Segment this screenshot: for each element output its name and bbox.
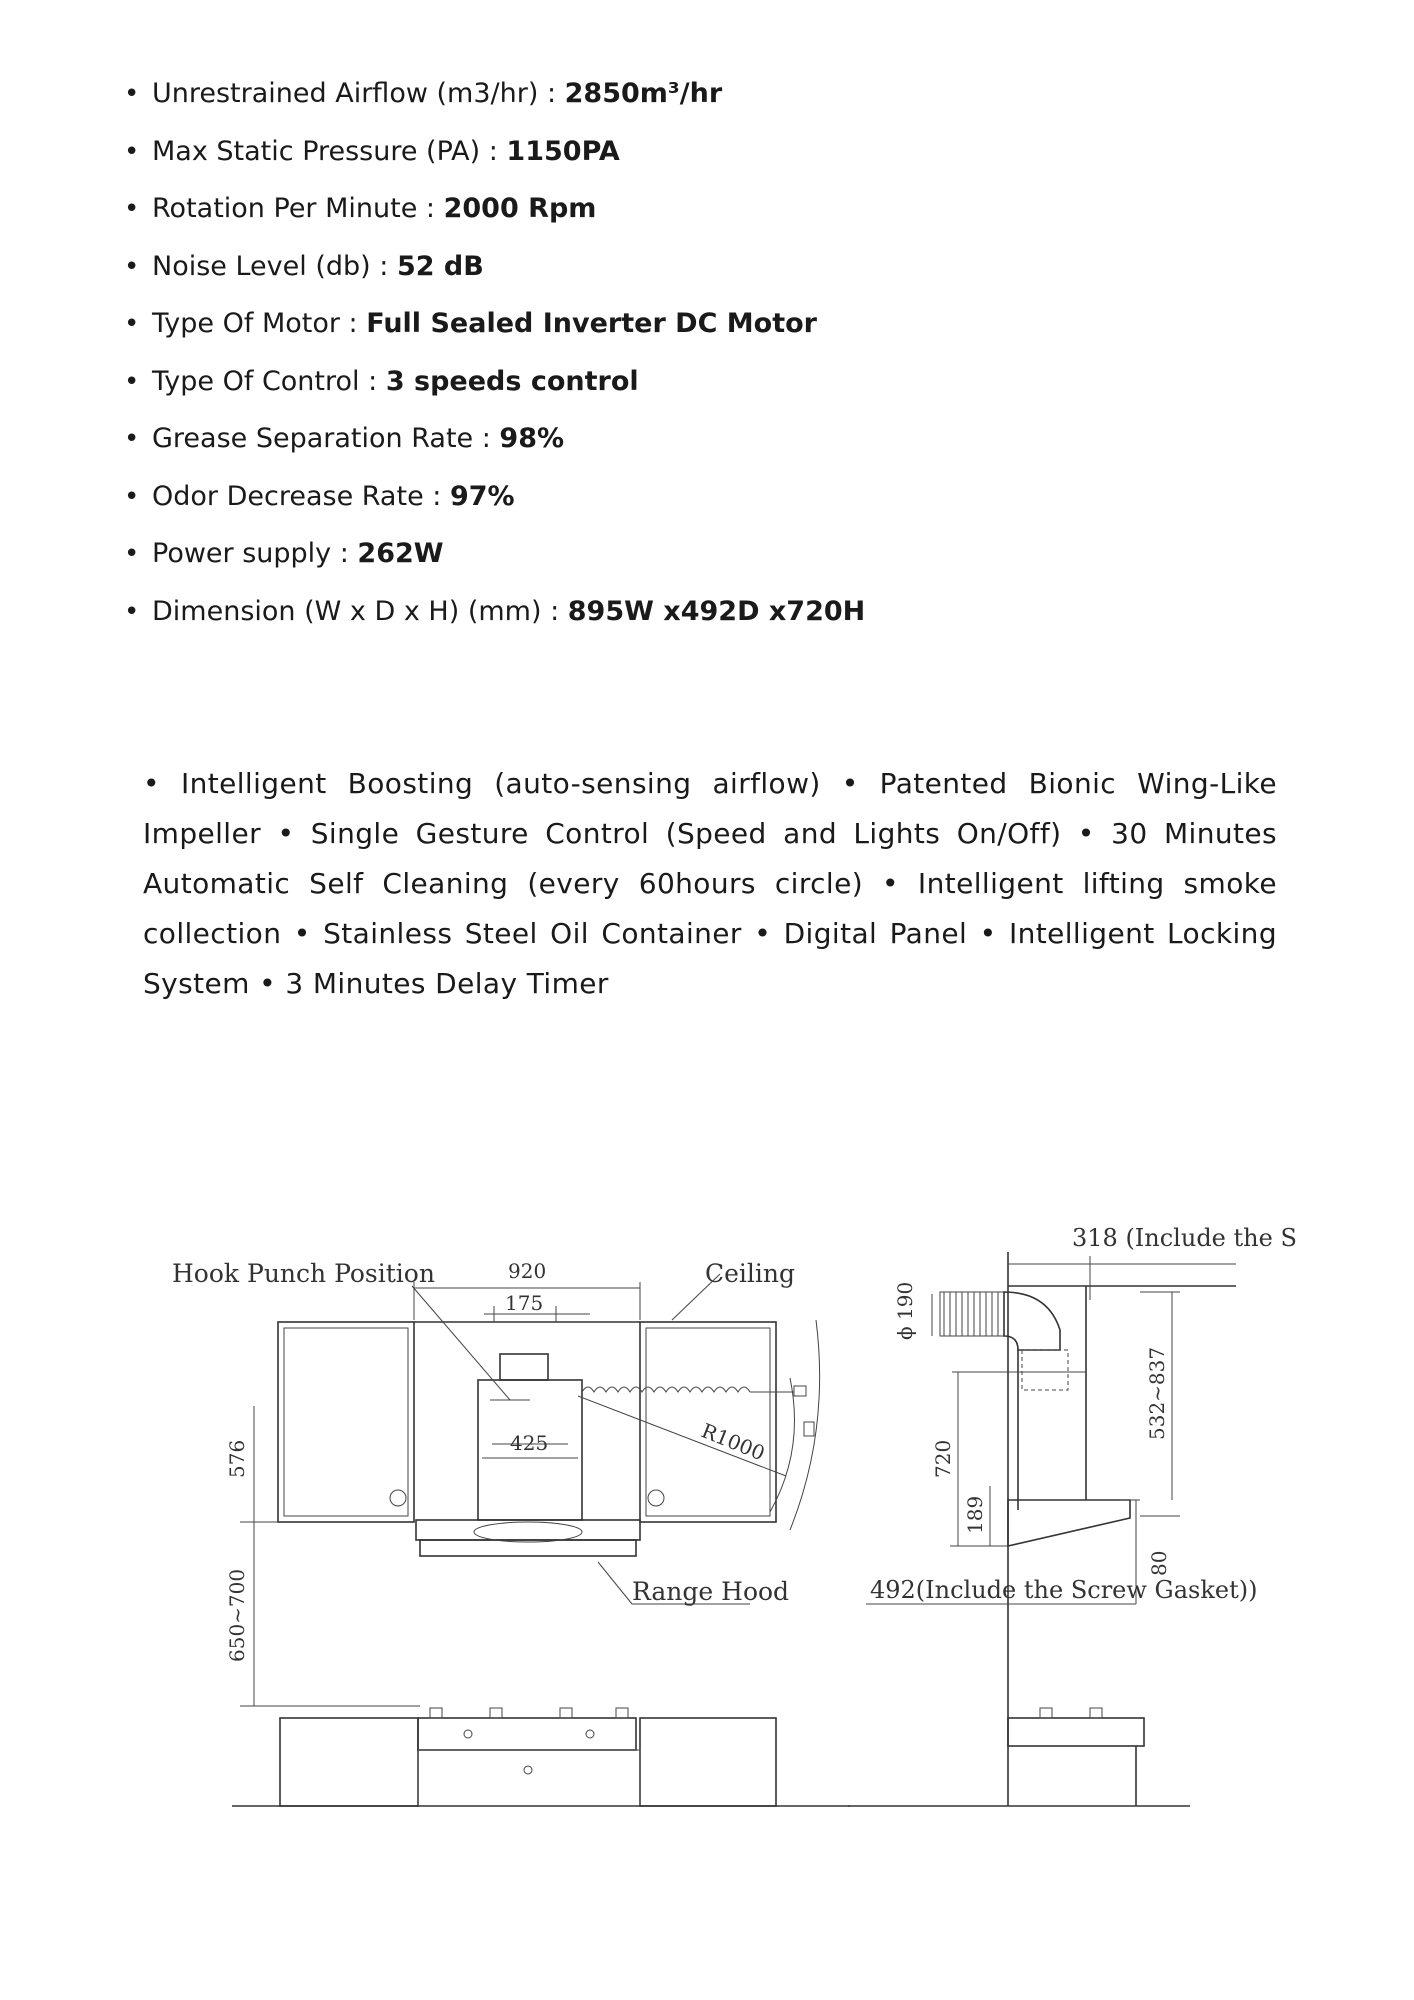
dim-720: 720 [931, 1439, 955, 1478]
dim-650-700: 650~700 [225, 1568, 249, 1662]
spec-label: Grease Separation Rate : [152, 423, 500, 454]
spec-list [124, 70, 866, 645]
bullet-icon: • [124, 596, 140, 627]
base-cabinet-left [280, 1718, 418, 1806]
spec-item [124, 473, 865, 531]
features-paragraph: • Intelligent Boosting (auto-sensing airflow) • Patented Bionic Wing-Like Impeller • Single Gesture Control (Speed and Lights On/Off) • 30 Minutes Automatic Self Cleaning (every 60hours circle) • Intelligent lifting smoke collection • Stainless Steel Oil Container • Digital Panel • Intelligent Locking System • 3 Minutes Delay Timer [143, 767, 1277, 1000]
spec-value: 1150PA [506, 135, 620, 167]
spec-item [124, 185, 865, 243]
spec-label: Noise Level (db) : [152, 250, 397, 282]
spec-item [124, 358, 865, 416]
installation-diagram [0, 1200, 1414, 1840]
ceiling-label: Ceiling [705, 1259, 796, 1288]
spec-label: Power supply : [152, 538, 358, 569]
dim-80: 80 [1147, 1550, 1171, 1576]
dim-189: 189 [963, 1495, 987, 1534]
spec-item [124, 300, 865, 358]
spec-item [124, 415, 865, 473]
upper-cabinet-left [278, 1322, 414, 1522]
dim-r1000: R1000 [698, 1418, 769, 1466]
spec-item [124, 70, 865, 128]
spec-item [124, 243, 865, 301]
spec-label: Dimension (W x D x H) (mm) : [152, 595, 568, 627]
side-view [848, 1224, 1297, 1806]
bullet-icon: • [124, 136, 140, 167]
spec-value: Full Sealed Inverter DC Motor [366, 308, 817, 339]
dim-576: 576 [225, 1439, 249, 1478]
spec-item [124, 588, 866, 646]
bullet-icon: • [124, 194, 140, 224]
dim-425: 425 [510, 1431, 549, 1455]
hook-punch-label: Hook Punch Position [172, 1259, 435, 1288]
range-hood-label: Range Hood [632, 1577, 790, 1606]
bullet-icon: • [124, 366, 140, 397]
spec-value: 2000 Rpm [443, 193, 597, 224]
spec-label: Odor Decrease Rate : [152, 480, 450, 512]
bullet-icon: • [124, 309, 140, 339]
bullet-icon: • [124, 424, 140, 454]
base-cabinet-right [640, 1718, 776, 1806]
dim-920: 920 [508, 1259, 547, 1283]
spec-label: Rotation Per Minute : [152, 193, 444, 224]
spec-value: 98% [499, 423, 565, 454]
bullet-icon: • [124, 539, 140, 569]
range-hood-body [416, 1520, 640, 1540]
spec-label: Type Of Control : [152, 365, 386, 397]
spec-item [124, 128, 865, 186]
dim-318: 318 (Include the S [1072, 1224, 1297, 1252]
spec-value: 2850m³/hr [564, 78, 723, 109]
front-view [172, 1259, 850, 1806]
spec-value: 52 dB [396, 250, 484, 282]
dim-532-837: 532~837 [1145, 1346, 1169, 1440]
spec-item [124, 530, 865, 588]
spec-label: Type Of Motor : [152, 308, 367, 339]
cooktop [418, 1718, 636, 1750]
spec-label: Max Static Pressure (PA) : [152, 135, 507, 167]
dim-175: 175 [505, 1291, 544, 1315]
spec-value: 97% [449, 480, 515, 512]
bullet-icon: • [124, 251, 140, 282]
spec-value: 3 speeds control [385, 365, 639, 397]
spec-value: 895W x492D x720H [567, 595, 866, 627]
dim-190: ϕ 190 [893, 1281, 917, 1340]
bullet-icon: • [124, 79, 140, 109]
bullet-icon: • [124, 481, 140, 512]
dim-492: 492(Include the Screw Gasket)) [870, 1576, 1258, 1604]
spec-label: Unrestrained Airflow (m3/hr) : [152, 78, 565, 109]
spec-value: 262W [357, 538, 444, 569]
